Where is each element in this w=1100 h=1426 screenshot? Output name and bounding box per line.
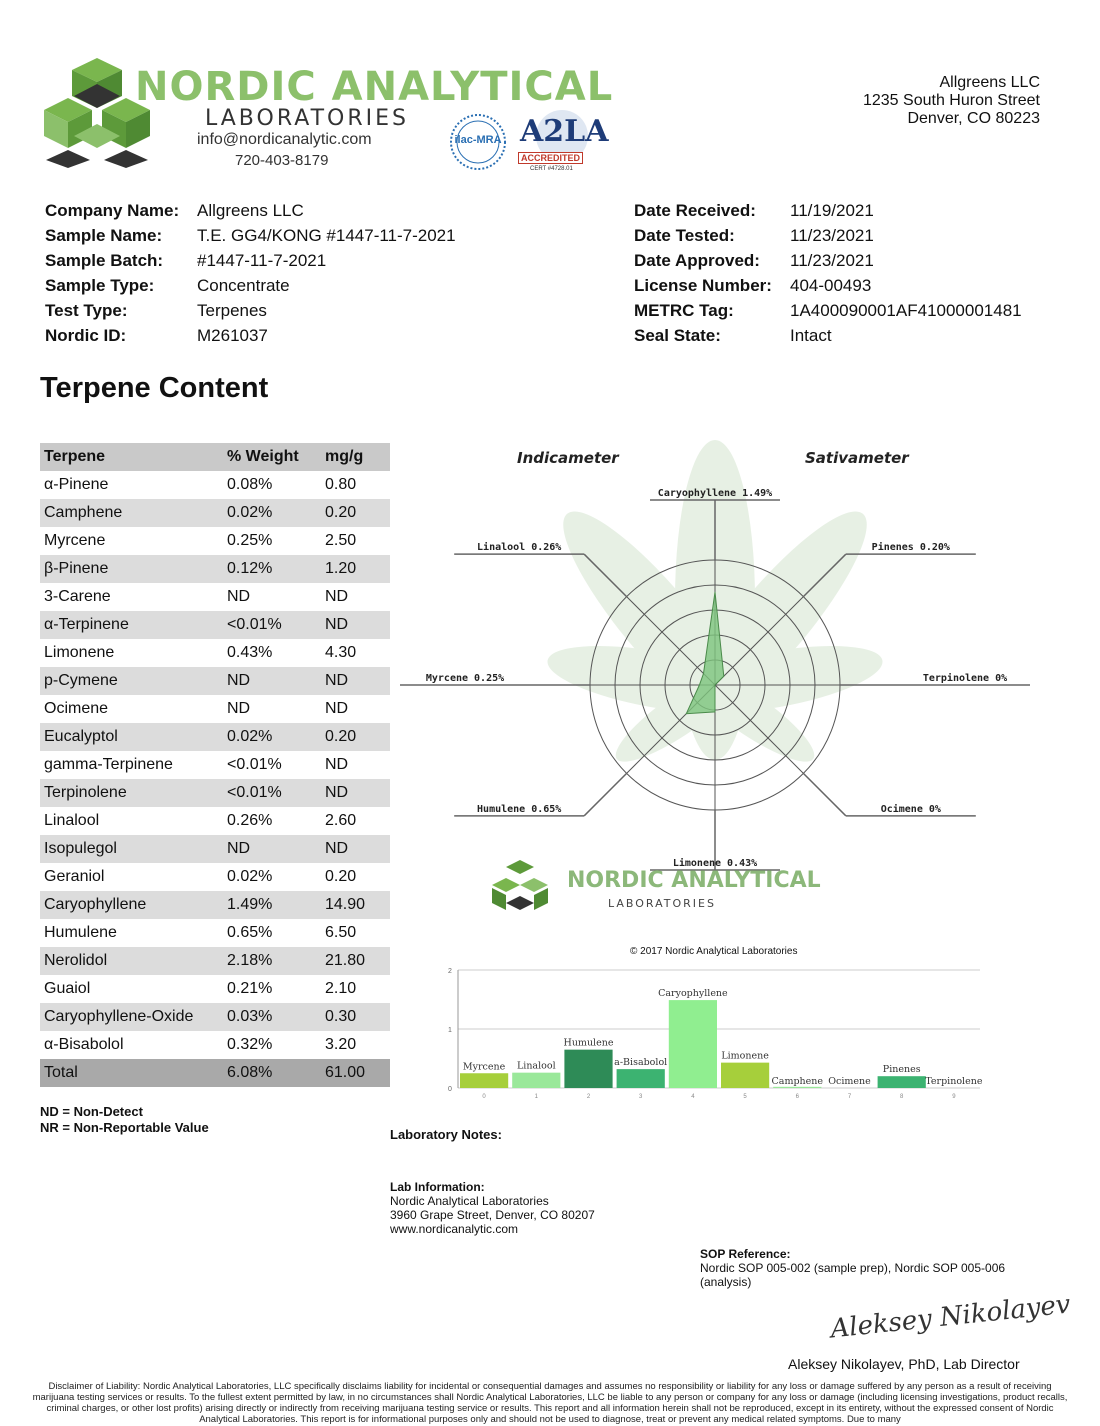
- table-row: [40, 807, 390, 835]
- radar-axis-label: Ocimene 0%: [880, 803, 941, 815]
- table-row: [40, 499, 390, 527]
- table-cell: 0.30: [321, 1003, 390, 1031]
- table-cell: ND: [227, 700, 251, 717]
- info-value: #1447-11-7-2021: [197, 251, 327, 270]
- table-cell: p-Cymene: [40, 667, 223, 695]
- table-row: [40, 471, 390, 499]
- info-value: Intact: [790, 326, 832, 345]
- bar-category-label: Ocimene: [828, 1076, 871, 1087]
- section-title: Terpene Content: [40, 372, 269, 404]
- lab-email: info@nordicanalytic.com: [197, 131, 372, 148]
- bar-category-label: Linalool: [516, 1060, 556, 1072]
- table-row: [40, 667, 390, 695]
- table-cell: Myrcene: [44, 532, 106, 549]
- table-cell: Camphene: [40, 499, 223, 527]
- table-row: [40, 555, 390, 583]
- table-cell: 1.49%: [223, 891, 321, 919]
- bar: [512, 1073, 560, 1088]
- table-cell: Isopulegol: [40, 835, 223, 863]
- table-cell: Guaiol: [44, 980, 91, 997]
- table-cell: ND: [223, 667, 321, 695]
- table-cell: Caryophyllene: [40, 891, 223, 919]
- ilac-badge-label: ilac-MRA: [454, 134, 502, 146]
- info-value: 11/23/2021: [790, 226, 874, 245]
- table-cell: 0.03%: [223, 1003, 321, 1031]
- bar-category-label: Myrcene: [462, 1061, 506, 1073]
- a2la-accredited: ACCREDITED: [518, 152, 583, 164]
- bar: [564, 1050, 612, 1088]
- table-row: [40, 919, 390, 947]
- terpene-table: [40, 443, 390, 1087]
- radar-leader: [803, 773, 845, 815]
- table-cell: Limonene: [44, 644, 115, 661]
- info-value: 1A400090001AF41000001481: [790, 301, 1022, 320]
- info-value: Allgreens LLC: [197, 201, 304, 220]
- ilac-badge: [446, 112, 510, 172]
- bar-category-label: Limonene: [721, 1050, 769, 1062]
- lab-notes-label: Laboratory Notes:: [390, 1127, 502, 1142]
- table-row: [40, 527, 390, 555]
- table-cell: 0.65%: [227, 924, 273, 941]
- info-row: [634, 198, 1022, 223]
- table-cell: 0.02%: [223, 723, 321, 751]
- bar: [460, 1073, 508, 1088]
- table-cell: ND: [321, 779, 390, 807]
- table-cell: 2.18%: [223, 947, 321, 975]
- table-cell: 14.90: [321, 891, 390, 919]
- table-cell: Terpinolene: [40, 779, 223, 807]
- table-header-cell: % Weight: [223, 443, 321, 471]
- info-label: Test Type:: [45, 301, 128, 320]
- info-value: Concentrate: [197, 276, 290, 295]
- info-row: [634, 248, 1022, 273]
- a2la-badge-logo: A2LA: [520, 114, 609, 149]
- table-total-row: [40, 1059, 390, 1087]
- info-label: Seal State:: [634, 326, 721, 345]
- terpene-radar-chart: [425, 440, 1008, 940]
- table-cell: 2.60: [325, 812, 357, 829]
- bar: [721, 1063, 769, 1088]
- lab-logo-subtitle: LABORATORIES: [205, 106, 409, 131]
- client-address: [863, 74, 1040, 128]
- sop-reference: [700, 1247, 1020, 1289]
- info-value: Terpenes: [197, 301, 267, 320]
- table-cell: Nerolidol: [40, 947, 223, 975]
- info-label: Company Name:: [45, 201, 180, 220]
- table-cell: 21.80: [321, 947, 390, 975]
- table-header-cell: mg/g: [321, 443, 390, 471]
- table-cell: α-Bisabolol: [44, 1036, 124, 1053]
- bar-x-tick: 7: [847, 1094, 852, 1100]
- table-cell: 1.20: [321, 555, 390, 583]
- table-cell: 0.20: [321, 499, 390, 527]
- client-street: 1235 South Huron Street: [862, 92, 1040, 109]
- table-cell: 0.20: [321, 723, 390, 751]
- bar-category-label: Caryophyllene: [658, 988, 728, 1000]
- info-label: Sample Name:: [45, 226, 163, 245]
- table-cell: 0.43%: [227, 644, 273, 661]
- info-value: T.E. GG4/KONG #1447-11-7-2021: [197, 226, 456, 245]
- table-cell: ND: [325, 588, 349, 605]
- terpene-bar-chart: [440, 962, 990, 1102]
- info-value: 11/23/2021: [790, 251, 874, 270]
- table-cell: ND: [321, 611, 390, 639]
- bar-x-tick: 1: [534, 1094, 538, 1100]
- radar-axis-label: Limonene 0.43%: [672, 858, 758, 869]
- table-cell: α-Pinene: [44, 476, 109, 493]
- lab-info-address: 3960 Grape Street, Denver, CO 80207: [390, 1208, 595, 1222]
- table-cell: α-Terpinene: [40, 611, 223, 639]
- table-row: [40, 779, 390, 807]
- table-cell: Humulene: [44, 924, 117, 941]
- table-row: [40, 835, 390, 863]
- lab-info-name: Nordic Analytical Laboratories: [390, 1194, 549, 1208]
- sop-text: Nordic SOP 005-002 (sample prep), Nordic SOP 005-006 (analysis): [700, 1261, 1006, 1289]
- table-cell: 0.21%: [227, 980, 273, 997]
- table-header-row: [40, 443, 390, 471]
- table-cell: 0.12%: [223, 555, 321, 583]
- radar-axis-label: Pinenes 0.20%: [871, 542, 950, 554]
- bar-category-label: a-Bisabolol: [614, 1057, 668, 1069]
- info-value: M261037: [197, 326, 268, 345]
- info-row: [45, 248, 456, 273]
- radar-watermark-subtitle: LABORATORIES: [608, 897, 716, 910]
- bar-x-tick: 3: [639, 1094, 643, 1100]
- bar-x-tick: 6: [795, 1094, 799, 1100]
- bar-x-tick: 9: [952, 1094, 956, 1100]
- bar-category-label: Pinenes: [882, 1064, 921, 1076]
- table-cell: Ocimene: [44, 700, 109, 717]
- table-cell: 0.20: [325, 868, 357, 885]
- table-row: [40, 751, 390, 779]
- table-header-cell: Terpene: [40, 443, 223, 471]
- info-row: [634, 273, 1022, 298]
- signature: Aleksey Nikolayev: [829, 1289, 1072, 1345]
- info-row: [634, 323, 1022, 348]
- lab-info-label: Lab Information:: [390, 1180, 485, 1194]
- info-value: 11/19/2021: [790, 201, 874, 220]
- info-label: Sample Type:: [45, 276, 155, 295]
- info-label: Nordic ID:: [45, 326, 127, 345]
- table-cell: <0.01%: [223, 611, 321, 639]
- chart-copyright: © 2017 Nordic Analytical Laboratories: [630, 946, 798, 957]
- bar: [878, 1076, 926, 1088]
- radar-axis-label: Myrcene 0.25%: [425, 673, 505, 684]
- table-cell: ND: [321, 667, 390, 695]
- radar-axis-label: Humulene 0.65%: [477, 803, 562, 815]
- info-label: METRC Tag:: [634, 301, 734, 320]
- bar-x-tick: 2: [586, 1094, 591, 1100]
- bar-x-tick: 5: [743, 1094, 747, 1100]
- info-row: [45, 198, 456, 223]
- info-label: Sample Batch:: [45, 251, 164, 270]
- bar-y-tick: 1: [448, 1027, 452, 1034]
- bar-x-tick: 0: [482, 1094, 486, 1100]
- radar-axis-label: Caryophyllene 1.49%: [657, 488, 773, 499]
- sample-info-left: [45, 198, 456, 348]
- bar-y-tick: 0: [448, 1086, 452, 1093]
- a2la-badge: [516, 106, 609, 176]
- radar-axis-label: Terpinolene 0%: [922, 673, 1008, 684]
- table-row: [40, 639, 390, 667]
- info-label: License Number:: [634, 276, 772, 295]
- table-row: [40, 891, 390, 919]
- info-value: 404-00493: [790, 276, 872, 295]
- table-cell: 0.80: [325, 476, 357, 493]
- table-cell: 6.50: [325, 924, 357, 941]
- table-row: [40, 947, 390, 975]
- radar-axis-label: Linalool 0.26%: [477, 542, 562, 554]
- legend-nd: ND = Non-Detect: [40, 1104, 143, 1119]
- table-cell: Total: [40, 1059, 223, 1087]
- table-cell: 2.50: [325, 532, 357, 549]
- table-cell: <0.01%: [227, 756, 282, 773]
- sample-info-right: [634, 198, 1022, 348]
- disclaimer: Disclaimer of Liability: Nordic Analytical Laboratories, LLC specifically disclaims liability for incidental or consequential damages and assumes no responsibility or liability for any loss or damage suffered by any person as a result of receiving marijuana testing services or results. To the fullest extent permitted by law, in no circumstances shall Nordic Analytical Laboratories, LLC be liable to any person or company for any loss or damage (including licensing investigations, product recalls, criminal charges, or other lost profits) arising directly or indirectly from receiving marijuana testing service or results. This report and all information herein shall not be reproduced, except in its entirety, without the expressed consent of Nordic Analytical Laboratories. This report is for informational purposes only and should not be used to diagnose, treat or prevent any medical related symptoms. Due to many: [32, 1381, 1068, 1425]
- bar-y-tick: 2: [448, 968, 452, 975]
- table-cell: 3-Carene: [44, 588, 111, 605]
- table-row: [40, 863, 390, 891]
- info-row: [45, 223, 456, 248]
- table-cell: Caryophyllene-Oxide: [40, 1003, 223, 1031]
- signer-name: Aleksey Nikolayev, PhD, Lab Director: [788, 1356, 1020, 1372]
- table-cell: Linalool: [44, 812, 100, 829]
- table-cell: 0.02%: [227, 868, 273, 885]
- bar: [617, 1069, 665, 1088]
- bar-x-tick: 8: [900, 1094, 904, 1100]
- table-cell: Geraniol: [44, 868, 105, 885]
- client-city: Denver, CO 80223: [907, 110, 1040, 127]
- client-name: Allgreens LLC: [939, 74, 1040, 91]
- table-cell: 61.00: [321, 1059, 390, 1087]
- table-cell: Eucalyptol: [40, 723, 223, 751]
- table-cell: ND: [223, 835, 321, 863]
- info-row: [634, 298, 1022, 323]
- table-row: [40, 1031, 390, 1059]
- table-cell: 0.32%: [227, 1036, 273, 1053]
- lab-info: [390, 1180, 595, 1236]
- table-cell: ND: [325, 700, 349, 717]
- info-row: [45, 323, 456, 348]
- table-cell: gamma-Terpinene: [44, 756, 173, 773]
- table-row: [40, 975, 390, 1003]
- table-cell: 3.20: [325, 1036, 357, 1053]
- table-cell: 4.30: [325, 644, 357, 661]
- info-label: Date Tested:: [634, 226, 735, 245]
- legend-nr: NR = Non-Reportable Value: [40, 1120, 209, 1135]
- table-cell: ND: [227, 588, 251, 605]
- table-cell: β-Pinene: [40, 555, 223, 583]
- table-row: [40, 1003, 390, 1031]
- indicameter-title: Indicameter: [517, 449, 619, 467]
- sativameter-title: Sativameter: [805, 449, 909, 467]
- bar-category-label: Terpinolene: [925, 1076, 983, 1087]
- radar-watermark-logo: [492, 860, 548, 910]
- table-row: [40, 695, 390, 723]
- table-cell: ND: [325, 756, 349, 773]
- info-row: [45, 298, 456, 323]
- radar-leader: [584, 773, 626, 815]
- a2la-cert: CERT #4728.01: [530, 166, 573, 172]
- lab-logo-title: NORDIC ANALYTICAL: [135, 64, 614, 110]
- radar-watermark-title: NORDIC ANALYTICAL: [567, 868, 821, 893]
- info-label: Date Approved:: [634, 251, 760, 270]
- bar-category-label: Humulene: [563, 1037, 614, 1049]
- table-row: [40, 611, 390, 639]
- bar-x-tick: 4: [691, 1094, 695, 1100]
- table-cell: 0.25%: [227, 532, 273, 549]
- table-cell: 0.08%: [227, 476, 273, 493]
- bar: [669, 1000, 717, 1088]
- sop-label: SOP Reference:: [700, 1247, 791, 1261]
- table-row: [40, 583, 390, 611]
- table-cell: ND: [321, 835, 390, 863]
- info-label: Date Received:: [634, 201, 756, 220]
- table-row: [40, 723, 390, 751]
- table-cell: 2.10: [325, 980, 357, 997]
- lab-phone: 720-403-8179: [235, 152, 329, 169]
- table-cell: 0.02%: [223, 499, 321, 527]
- lab-info-web: www.nordicanalytic.com: [390, 1222, 519, 1236]
- table-cell: 6.08%: [223, 1059, 321, 1087]
- table-cell: <0.01%: [223, 779, 321, 807]
- info-row: [634, 223, 1022, 248]
- info-row: [45, 273, 456, 298]
- bar-category-label: Camphene: [771, 1076, 824, 1087]
- table-cell: 0.26%: [227, 812, 273, 829]
